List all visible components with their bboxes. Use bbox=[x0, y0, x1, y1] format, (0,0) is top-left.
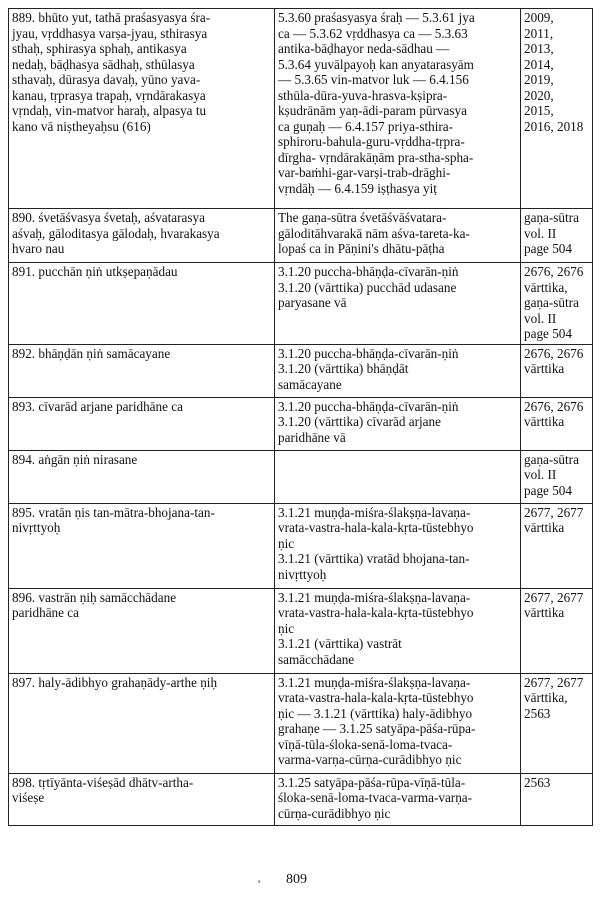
reference-cell: 3.1.20 puccha-bhāṇḍa-cīvarān-ṇiṅ 3.1.20 (vārttika) cīvarād arjane paridhāne vā bbox=[275, 397, 521, 450]
table-row bbox=[9, 397, 593, 450]
sutra-cell: 891. pucchān ṇiṅ utkṣepaṇādau bbox=[9, 263, 275, 345]
table-row bbox=[9, 9, 593, 209]
table-row bbox=[9, 450, 593, 503]
sutra-cell: 890. śvetāśvasya śvetaḥ, aśvatarasya aśvaḥ, gāloditasya gālodaḥ, hvarakasya hvaro nau bbox=[9, 209, 275, 263]
sutra-cell: 898. tṛtīyānta-viśeṣād dhātv-artha- viśeṣe bbox=[9, 773, 275, 825]
sutra-cell: 896. vastrān ṇiḥ samācchādane paridhāne ca bbox=[9, 588, 275, 673]
footer-mark: ' bbox=[258, 877, 261, 891]
sutra-table-container bbox=[8, 8, 598, 826]
reference-cell bbox=[275, 450, 521, 503]
number-cell: 2563 bbox=[521, 773, 593, 825]
sutra-cell: 893. cīvarād arjane paridhāne ca bbox=[9, 397, 275, 450]
table-row bbox=[9, 588, 593, 673]
reference-cell: 3.1.21 muṇḍa-miśra-ślakṣṇa-lavaṇa- vrata-vastra-hala-kala-kṛta-tūstebhyo ṇic — 3.1.21 (vārttika) haly-ādibhyo grahaṇe — 3.1.25 satyāpa-pāśa-rūpa- vīṇā-tūla-śloka-senā-loma-tvaca- varma-varṇa-cūrṇa-curādibhyo ṇic bbox=[275, 673, 521, 773]
table-row bbox=[9, 263, 593, 345]
number-cell: 2676, 2676 vārttika bbox=[521, 344, 593, 397]
reference-cell: 5.3.60 praśasyasya śraḥ — 5.3.61 jya ca — 5.3.62 vṛddhasya ca — 5.3.63 antika-bāḍhayor neda-sādhau — 5.3.64 yuvālpayoḥ kan anyatarasyām — 5.3.65 vin-matvor luk — 6.4.156 sthūla-dūra-yuva-hrasva-kṣipra- kṣudrānām yaṇ-ādi-param pūrvasya ca guṇaḥ — 6.4.157 priya-sthira- sphiroru-bahula-guru-vṛddha-tṛpra- dīrgha- vṛndārakāṇām pra-stha-spha- var-baṁhi-gar-varṣi-trab-drāghi- vṛndāḥ — 6.4.159 iṣṭhasya yiṭ bbox=[275, 9, 521, 209]
sutra-cell: 895. vratān ṇis tan-mātra-bhojana-tan- nivṛttyoḥ bbox=[9, 503, 275, 588]
table-row bbox=[9, 673, 593, 773]
page-number: 809 bbox=[286, 872, 307, 887]
number-cell: 2676, 2676 vārttika, gaṇa-sūtra vol. II page 504 bbox=[521, 263, 593, 345]
table-row bbox=[9, 503, 593, 588]
number-cell: 2009, 2011, 2013, 2014, 2019, 2020, 2015, 2016, 2018 bbox=[521, 9, 593, 209]
sutra-cell: 889. bhūto yut, tathā praśasyasya śra- jyau, vṛddhasya varṣa-jyau, sthirasya sthaḥ, sphirasya sphaḥ, antikasya nedaḥ, bāḍhasya sādhaḥ, sthūlasya sthavaḥ, dūrasya davaḥ, yūno yava- kanau, tṛprasya trapaḥ, vṛndārakasya vṛndaḥ, vin-matvor haraḥ, alpasya tu kano vā niṣtheyaḥsu (616) bbox=[9, 9, 275, 209]
table-row bbox=[9, 209, 593, 263]
reference-cell: 3.1.20 puccha-bhāṇḍa-cīvarān-ṇiṅ 3.1.20 (vārttika) bhāṇḍāt samācayane bbox=[275, 344, 521, 397]
reference-cell: 3.1.21 muṇḍa-miśra-ślakṣṇa-lavaṇa- vrata-vastra-hala-kala-kṛta-tūstebhyo ṇic 3.1.21 (vārttika) vastrāt samācchādane bbox=[275, 588, 521, 673]
sutra-cell: 894. aṅgān ṇiṅ nirasane bbox=[9, 450, 275, 503]
reference-cell: The gaṇa-sūtra śvetāśvāśvatara- gāloditāhvarakā nām aśva-tareta-ka- lopaś ca in Pāṇini's dhātu-pāṭha bbox=[275, 209, 521, 263]
number-cell: 2677, 2677 vārttika, 2563 bbox=[521, 673, 593, 773]
number-cell: 2677, 2677 vārttika bbox=[521, 503, 593, 588]
reference-cell: 3.1.21 muṇḍa-miśra-ślakṣṇa-lavaṇa- vrata-vastra-hala-kala-kṛta-tūstebhyo ṇic 3.1.21 (vārttika) vratād bhojana-tan- nivṛttyoḥ bbox=[275, 503, 521, 588]
table-row bbox=[9, 344, 593, 397]
number-cell: 2677, 2677 vārttika bbox=[521, 588, 593, 673]
table-row bbox=[9, 773, 593, 825]
reference-cell: 3.1.20 puccha-bhāṇḍa-cīvarān-ṇiṅ 3.1.20 (vārttika) pucchād udasane paryasane vā bbox=[275, 263, 521, 345]
sutra-cell: 892. bhāṇḍān ṇiṅ samācayane bbox=[9, 344, 275, 397]
sutra-table bbox=[8, 8, 593, 826]
number-cell: 2676, 2676 vārttika bbox=[521, 397, 593, 450]
number-cell: gaṇa-sūtra vol. II page 504 bbox=[521, 450, 593, 503]
number-cell: gaṇa-sūtra vol. II page 504 bbox=[521, 209, 593, 263]
sutra-cell: 897. haly-ādibhyo grahaṇādy-arthe ṇiḥ bbox=[9, 673, 275, 773]
reference-cell: 3.1.25 satyāpa-pāśa-rūpa-vīṇā-tūla- śloka-senā-loma-tvaca-varma-varṇa- cūrṇa-curādibhyo ṇic bbox=[275, 773, 521, 825]
